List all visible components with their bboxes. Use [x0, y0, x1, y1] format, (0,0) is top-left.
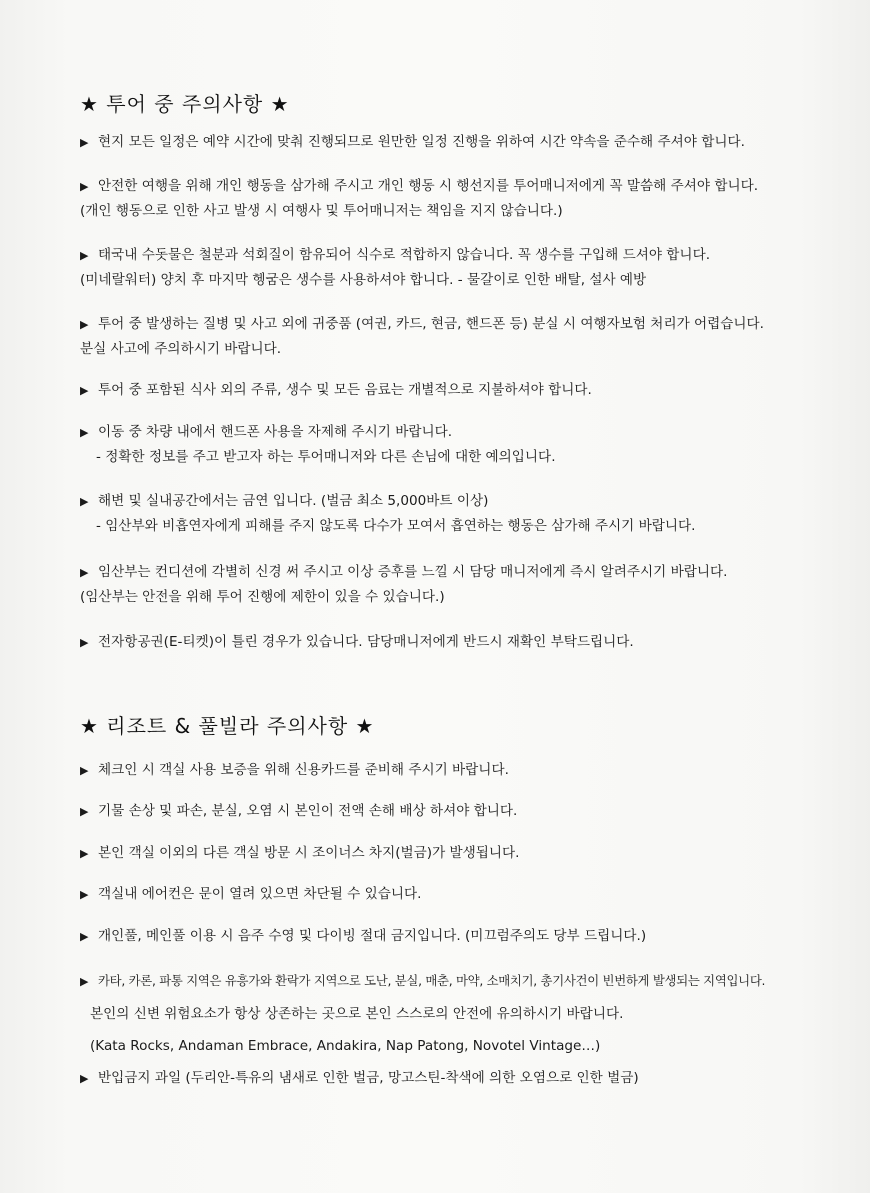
- caution-item: [80, 965, 840, 1062]
- caution-item-text: ▶ 개인풀, 메인풀 이용 시 음주 수영 및 다이빙 절대 금지입니다. (미끄럼주의도 당부 드립니다.): [80, 924, 840, 949]
- tour-section-title: ★ 투어 중 주의사항 ★: [80, 92, 290, 116]
- caution-item-text: ▶ 객실내 에어컨은 문이 열려 있으면 차단될 수 있습니다.: [80, 882, 840, 907]
- caution-item: [80, 882, 840, 907]
- caution-item-text: ▶ 투어 중 포함된 식사 외의 주류, 생수 및 모든 음료는 개별적으로 지불하셔야 합니다.: [80, 378, 840, 403]
- caution-item-continuation: (개인 행동으로 인한 사고 발생 시 여행사 및 투어매니저는 책임을 지지 않습니다.): [80, 203, 563, 219]
- caution-item: [80, 420, 840, 469]
- bullet-triangle-icon: ▶: [80, 136, 89, 149]
- bullet-triangle-icon: ▶: [80, 847, 89, 860]
- caution-item-text: ▶ 체크인 시 객실 사용 보증을 위해 신용카드를 준비해 주시기 바랍니다.: [80, 758, 840, 783]
- caution-item-continuation: - 임산부와 비흡연자에게 피해를 주지 않도록 다수가 모여서 흡연하는 행동은 삼가해 주시기 바랍니다.: [96, 518, 696, 534]
- bullet-triangle-icon: ▶: [80, 180, 89, 193]
- bullet-triangle-icon: ▶: [80, 1072, 89, 1085]
- caution-item-text: ▶ 반입금지 과일 (두리안-특유의 냄새로 인한 벌금, 망고스틴-착색에 의한 오염으로 인한 벌금): [80, 1066, 840, 1091]
- caution-item-continuation: - 정확한 정보를 주고 받고자 하는 투어매니저와 다른 손님에 대한 예의입니다.: [96, 449, 556, 465]
- caution-item-text: ▶ 임산부는 컨디션에 각별히 신경 써 주시고 이상 증후를 느낄 시 담당 매니저에게 즉시 알려주시기 바랍니다.: [80, 560, 840, 585]
- caution-item: [80, 560, 840, 609]
- caution-item-continuation: (미네랄워터) 양치 후 마지막 헹굼은 생수를 사용하셔야 합니다. - 물갈이로 인한 배탈, 설사 예방: [80, 272, 647, 288]
- bullet-triangle-icon: ▶: [80, 318, 89, 331]
- caution-item-continuation: 분실 사고에 주의하시기 바랍니다.: [80, 341, 282, 357]
- caution-item: [80, 630, 840, 655]
- bullet-triangle-icon: ▶: [80, 384, 89, 397]
- caution-item: [80, 130, 840, 155]
- caution-item-text: ▶ 현지 모든 일정은 예약 시간에 맞춰 진행되므로 원만한 일정 진행을 위하여 시간 약속을 준수해 주셔야 합니다.: [80, 130, 840, 155]
- caution-item: [80, 378, 840, 403]
- caution-item: [80, 924, 840, 949]
- caution-item: [80, 1066, 840, 1091]
- resort-section-title: ★ 리조트 & 풀빌라 주의사항 ★: [80, 714, 375, 738]
- bullet-triangle-icon: ▶: [80, 805, 89, 818]
- bullet-triangle-icon: ▶: [80, 426, 89, 439]
- caution-item-text: ▶ 기물 손상 및 파손, 분실, 오염 시 본인이 전액 손해 배상 하셔야 합니다.: [80, 799, 840, 824]
- caution-item-continuation: (임산부는 안전을 위해 투어 진행에 제한이 있을 수 있습니다.): [80, 589, 445, 605]
- bullet-triangle-icon: ▶: [80, 495, 89, 508]
- bullet-triangle-icon: ▶: [80, 249, 89, 262]
- caution-item: [80, 841, 840, 866]
- caution-item: [80, 489, 840, 538]
- caution-item: [80, 312, 840, 361]
- caution-item: [80, 174, 840, 223]
- caution-item: [80, 758, 840, 783]
- caution-item-text: ▶ 카타, 카론, 파통 지역은 유흥가와 환락가 지역으로 도난, 분실, 매춘, 마약, 소매치기, 총기사건이 빈번하게 발생되는 지역입니다.: [80, 965, 840, 998]
- caution-item-continuation: (Kata Rocks, Andaman Embrace, Andakira, Nap Patong, Novotel Vintage…): [90, 1038, 601, 1054]
- caution-item-text: ▶ 해변 및 실내공간에서는 금연 입니다. (벌금 최소 5,000바트 이상): [80, 489, 840, 514]
- caution-item-text: ▶ 이동 중 차량 내에서 핸드폰 사용을 자제해 주시기 바랍니다.: [80, 420, 840, 445]
- caution-item-text: ▶ 본인 객실 이외의 다른 객실 방문 시 조이너스 차지(벌금)가 발생됩니다.: [80, 841, 840, 866]
- caution-item-continuation: 본인의 신변 위험요소가 항상 상존하는 곳으로 본인 스스로의 안전에 유의하시기 바랍니다.: [90, 1006, 624, 1022]
- bullet-triangle-icon: ▶: [80, 636, 89, 649]
- caution-item-text: ▶ 태국내 수돗물은 철분과 석회질이 함유되어 식수로 적합하지 않습니다. 꼭 생수를 구입해 드셔야 합니다.: [80, 243, 840, 268]
- caution-item-text: ▶ 투어 중 발생하는 질병 및 사고 외에 귀중품 (여권, 카드, 현금, 핸드폰 등) 분실 시 여행자보험 처리가 어렵습니다.: [80, 312, 840, 337]
- bullet-triangle-icon: ▶: [80, 764, 89, 777]
- caution-item-text: ▶ 전자항공권(E-티켓)이 틀린 경우가 있습니다. 담당매니저에게 반드시 재확인 부탁드립니다.: [80, 630, 840, 655]
- bullet-triangle-icon: ▶: [80, 566, 89, 579]
- bullet-triangle-icon: ▶: [80, 888, 89, 901]
- caution-item: [80, 799, 840, 824]
- caution-item-text: ▶ 안전한 여행을 위해 개인 행동을 삼가해 주시고 개인 행동 시 행선지를 투어매니저에게 꼭 말씀해 주셔야 합니다.: [80, 174, 840, 199]
- bullet-triangle-icon: ▶: [80, 930, 89, 943]
- bullet-triangle-icon: ▶: [80, 975, 89, 988]
- caution-item: [80, 243, 840, 292]
